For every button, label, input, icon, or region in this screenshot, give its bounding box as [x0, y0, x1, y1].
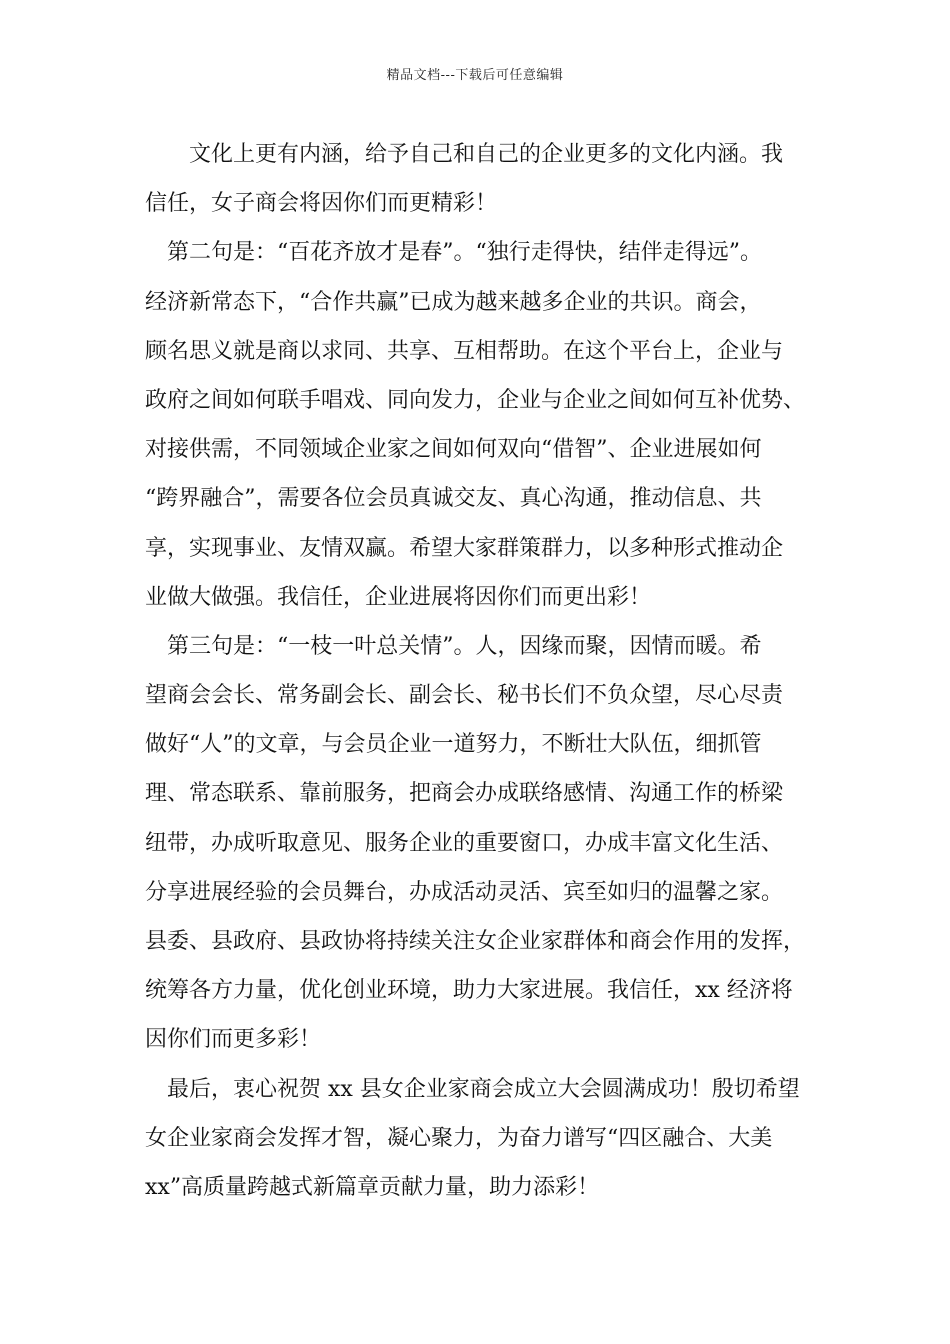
paragraph-line: 政府之间如何联手唱戏、同向发力，企业与企业之间如何互补优势、: [145, 387, 806, 413]
paragraph-line: 业做大做强。我信任，企业进展将因你们而更出彩！: [145, 584, 652, 610]
document-body: [145, 130, 825, 1212]
paragraph-line: 理、常态联系、靠前服务，把商会办成联络感情、沟通工作的桥梁: [145, 781, 784, 807]
paragraph-line: 享，实现事业、友情双赢。希望大家群策群力，以多种形式推动企: [145, 535, 784, 561]
paragraph-line: 县委、县政府、县政协将持续关注女企业家群体和商会作用的发挥，: [145, 929, 806, 954]
paragraph-line: 做好“人”的文章，与会员企业一道努力，不断壮大队伍，细抓管: [145, 732, 762, 758]
paragraph-line: “跨界融合”，需要各位会员真诚交友、真心沟通，推动信息、共: [145, 486, 762, 512]
paragraph-line: 经济新常态下，“合作共赢”已成为越来越多企业的共识。商会，: [145, 289, 762, 315]
paragraph-line: 最后，衷心祝贺 xx 县女企业家商会成立大会圆满成功！殷切希望: [167, 1076, 800, 1102]
paragraph-line: 望商会会长、常务副会长、副会长、秘书长们不负众望，尽心尽责: [145, 683, 784, 709]
paragraph-line: 女企业家商会发挥才智，凝心聚力，为奋力谱写“四区融合、大美: [145, 1125, 773, 1151]
paragraph-line: 第三句是：“一枝一叶总关情”。人，因缘而聚，因情而暖。希: [167, 633, 762, 659]
paragraph-line: 第二句是：“百花齐放才是春”。“独行走得快，结伴走得远”。: [167, 240, 762, 266]
paragraph-line: 对接供需，不同领域企业家之间如何双向“借智”、企业进展如何: [145, 437, 762, 463]
paragraph-line: 文化上更有内涵，给予自己和自己的企业更多的文化内涵。我: [189, 142, 784, 167]
paragraph-line: 因你们而更多彩！: [145, 1027, 322, 1053]
paragraph-line: 分享进展经验的会员舞台，办成活动灵活、宾至如归的温馨之家。: [145, 879, 784, 905]
paragraph-line: 纽带，办成听取意见、服务企业的重要窗口，办成丰富文化生活、: [145, 830, 784, 856]
paragraph-line: 顾名思义就是商以求同、共享、互相帮助。在这个平台上，企业与: [145, 338, 784, 364]
paragraph-line: 统筹各方力量，优化创业环境，助力大家进展。我信任，xx 经济将: [145, 978, 793, 1004]
paragraph-line: 信任，女子商会将因你们而更精彩！: [145, 191, 498, 217]
page-header: 精品文档---下载后可任意编辑: [386, 68, 564, 83]
paragraph-line: xx”高质量跨越式新篇章贡献力量，助力添彩！: [145, 1174, 600, 1200]
